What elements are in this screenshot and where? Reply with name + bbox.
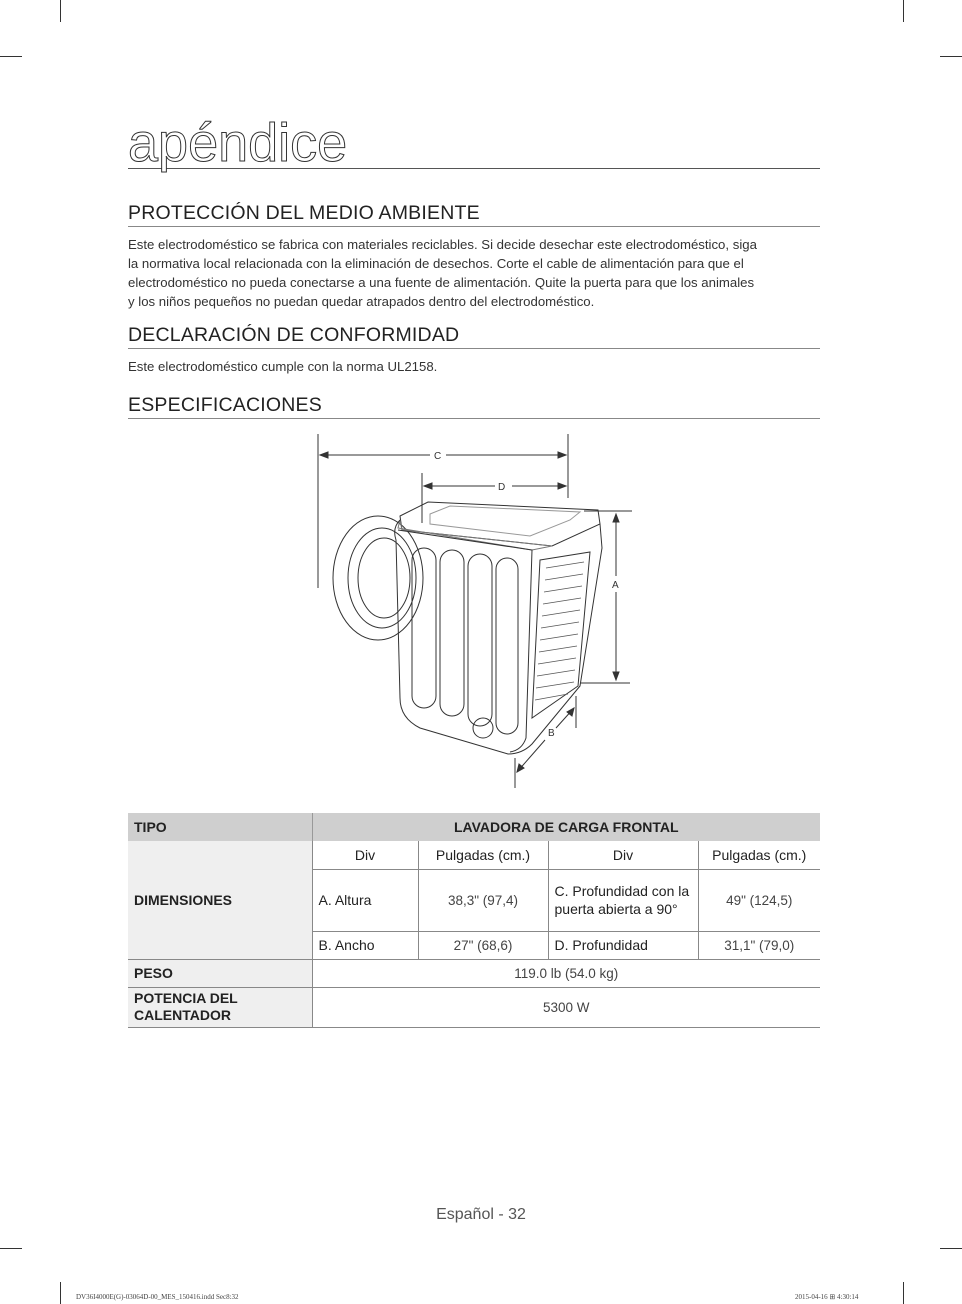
header-lavadora: LAVADORA DE CARGA FRONTAL <box>454 819 679 835</box>
section-heading-environment: PROTECCIÓN DEL MEDIO AMBIENTE <box>128 202 820 227</box>
text-line: Este electrodoméstico cumple con la norma UL2158. <box>128 359 438 374</box>
cell-a-label: A. Altura <box>312 869 418 931</box>
peso-label: PESO <box>134 965 173 981</box>
section-heading-specs: ESPECIFICACIONES <box>128 394 820 419</box>
row-label-potencia <box>128 987 312 1027</box>
specifications-table <box>128 813 820 1028</box>
label-d: D <box>498 482 506 493</box>
label-b: B <box>548 728 555 739</box>
potencia-label: POTENCIA DEL CALENTADOR <box>134 990 238 1023</box>
crop-mark <box>903 1282 904 1304</box>
print-meta-date: 2015-04-16 ⊞ 4:30:14 <box>795 1293 859 1301</box>
crop-mark <box>940 56 962 57</box>
row-label-dimensiones <box>128 841 312 959</box>
page-title-block <box>128 113 820 173</box>
crop-mark <box>60 0 61 22</box>
text-line: Este electrodoméstico se fabrica con materiales reciclables. Si decide desechar este electrodoméstico, siga <box>128 237 757 252</box>
cell-d-value: 31,1" (79,0) <box>698 931 820 959</box>
crop-mark <box>0 1248 22 1249</box>
cell-d-label: D. Profundidad <box>548 931 698 959</box>
text-line: la normativa local relacionada con la eliminación de desechos. Corte el cable de alimentación para que el <box>128 256 744 271</box>
table-subheader-row <box>128 841 820 869</box>
section-text-conformity <box>128 357 823 376</box>
cell-c-label: C. Profundidad con la puerta abierta a 90° <box>548 869 698 931</box>
header-tipo: TIPO <box>128 813 312 841</box>
crop-mark <box>940 1248 962 1249</box>
table-header-row <box>128 813 820 841</box>
text-line: electrodoméstico no pueda conectarse a una fuente de alimentación. Quite la puerta para que los animales <box>128 275 755 290</box>
cell-b-value: 27" (68,6) <box>418 931 548 959</box>
page-title: apéndice <box>128 113 348 173</box>
subheader-pulgadas: Pulgadas (cm.) <box>418 841 548 869</box>
table-row <box>128 987 820 1027</box>
text-line: y los niños pequeños no puedan quedar atrapados dentro del electrodoméstico. <box>128 294 595 309</box>
label-a: A <box>612 580 619 591</box>
cell-potencia-value: 5300 W <box>312 987 820 1027</box>
crop-mark <box>60 1282 61 1304</box>
cell-peso-value: 119.0 lb (54.0 kg) <box>312 959 820 987</box>
dryer-dimensions-diagram <box>300 428 640 798</box>
section-heading-conformity: DECLARACIÓN DE CONFORMIDAD <box>128 324 820 349</box>
subheader-div-2: Div <box>548 841 698 869</box>
print-meta-file: DV36I4000E(G)-03064D-00_MES_150416.indd Sec8:32 <box>76 1293 239 1301</box>
page-footer: Español - 32 <box>436 1206 526 1223</box>
crop-mark <box>0 56 22 57</box>
cell-a-value: 38,3" (97,4) <box>418 869 548 931</box>
table-row <box>128 959 820 987</box>
crop-mark <box>903 0 904 22</box>
label-c: C <box>434 451 442 462</box>
row-label-peso <box>128 959 312 987</box>
dimensiones-label: DIMENSIONES <box>134 891 233 908</box>
subheader-pulgadas-2: Pulgadas (cm.) <box>698 841 820 869</box>
cell-b-label: B. Ancho <box>312 931 418 959</box>
subheader-div: Div <box>312 841 418 869</box>
section-text-environment <box>128 235 823 311</box>
cell-c-value: 49" (124,5) <box>698 869 820 931</box>
